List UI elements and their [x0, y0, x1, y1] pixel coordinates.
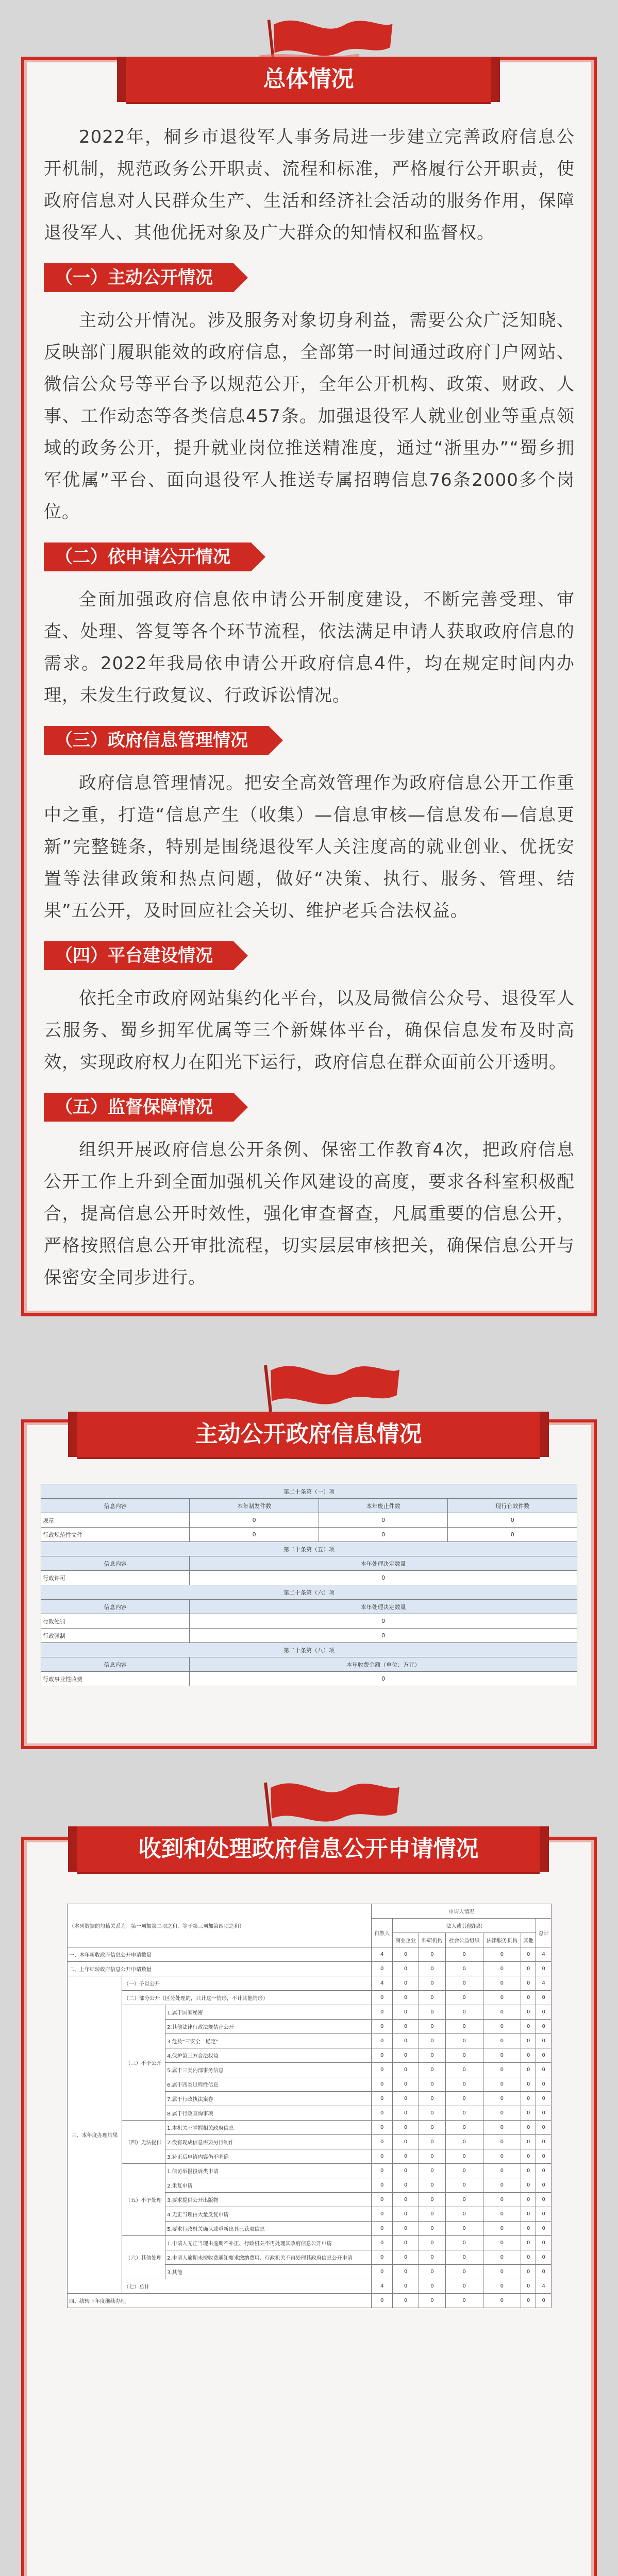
- table-cell: 0: [483, 1976, 521, 1991]
- table-cell: 0: [392, 2193, 419, 2207]
- table-cell: 0: [483, 2121, 521, 2135]
- col-header: 社会公益组织: [445, 1933, 483, 1947]
- table-cell: 0: [372, 2020, 392, 2034]
- table-cell: 0: [483, 2279, 521, 2294]
- table-cell: 0: [483, 2178, 521, 2193]
- overview-intro: 2022年，桐乡市退役军人事务局进一步建立完善政府信息公开机制，规范政务公开职责、流程和标准，严格履行公开职责，使政府信息对人民群众生产、生活和经济社会活动的服务作用，保障退役军人、其他优抚对象及广大群众的知情权和监督权。: [44, 127, 575, 243]
- table-cell: 4: [536, 1947, 552, 1962]
- table-cell: 0: [392, 1962, 419, 1976]
- table-row: [41, 1528, 577, 1542]
- table-cell: 0: [483, 2092, 521, 2106]
- table-cell: 0: [419, 2149, 445, 2164]
- apply-title: [77, 1826, 540, 1872]
- col-header: 本年废止件数: [319, 1499, 448, 1513]
- table-cell: 0: [521, 1962, 536, 1976]
- table-cell: 0: [372, 2265, 392, 2279]
- row-label: 1.信访举报投诉类申请: [165, 2164, 372, 2178]
- table-cell: 0: [445, 2063, 483, 2077]
- table-heading: 第二十条第（五）项: [41, 1542, 577, 1556]
- table-cell: 0: [372, 2178, 392, 2193]
- table-cell: 0: [445, 2121, 483, 2135]
- table-cell: 0: [392, 1976, 419, 1991]
- table-cell: 0: [392, 2250, 419, 2265]
- table-cell: 0: [372, 2250, 392, 2265]
- row-label: （二）部分公开（区分处理的，只计这一情形，不计其他情形）: [122, 1991, 372, 2005]
- table-cell: 行政许可: [41, 1571, 190, 1585]
- col-header: 信息内容: [41, 1600, 190, 1614]
- col-header: 本年制发件数: [190, 1499, 319, 1513]
- table-cell: 4: [372, 1947, 392, 1962]
- table-cell: 0: [319, 1528, 448, 1542]
- table-row: [68, 2121, 552, 2135]
- apply-title-text: 收到和处理政府信息公开申请情况: [138, 1836, 479, 1862]
- overview-title-text: 总体情况: [263, 66, 354, 92]
- table-cell: 0: [392, 1947, 419, 1962]
- table-cell: 0: [445, 2279, 483, 2294]
- table-cell: 0: [419, 2178, 445, 2193]
- table-heading: 第二十条第（一）项: [41, 1484, 577, 1499]
- table-row: [68, 2164, 552, 2178]
- table-cell: 0: [483, 2048, 521, 2063]
- table-cell: 规章: [41, 1513, 190, 1528]
- table-cell: 0: [521, 2063, 536, 2077]
- table-cell: 0: [536, 2207, 552, 2222]
- table-cell: 0: [445, 1991, 483, 2005]
- row-label: 3.补正后申请内容仍不明确: [165, 2149, 372, 2164]
- table-row: [41, 1513, 577, 1528]
- table-cell: 0: [445, 2164, 483, 2178]
- row-label: 2.没有现成信息需要另行制作: [165, 2135, 372, 2149]
- table-cell: 0: [372, 2135, 392, 2149]
- table-cell: 0: [445, 2265, 483, 2279]
- sub-head-supervise: （五）监督保障情况: [44, 1093, 233, 1122]
- row-label: 1.属于国家秘密: [165, 2005, 372, 2020]
- table-cell: 0: [372, 2149, 392, 2164]
- table-row: [68, 1947, 552, 1962]
- table-cell: 0: [392, 2279, 419, 2294]
- active-paragraph: 主动公开情况。涉及服务对象切身利益，需要公众广泛知晓、反映部门履职能效的政府信息，全部第一时间通过政府门户网站、微信公众号等平台予以规范公开，全年公开机构、政策、财政、人事、工作动态等各类信息457条。加强退役军人就业创业等重点领域的政务公开，提升就业岗位推送精准度，通过“浙里办”“蜀乡拥军优属”平台、面向退役军人推送专属招聘信息76条2000多个岗位。: [44, 310, 575, 522]
- table-cell: 0: [392, 2222, 419, 2236]
- table-cell: 0: [521, 2222, 536, 2236]
- table-cell: 0: [190, 1629, 577, 1643]
- table-cell: 0: [392, 2063, 419, 2077]
- table-cell: 0: [483, 2034, 521, 2048]
- table-cell: 0: [419, 2207, 445, 2222]
- table-cell: 0: [392, 2034, 419, 2048]
- manage-paragraph: 政府信息管理情况。把安全高效管理作为政府信息公开工作重中之重，打造“信息产生（收集）—信息审核—信息发布—信息更新”完整链条，特别是围绕退役军人关注度高的就业创业、优抚安置等法律政策和热点问题，做好“决策、执行、服务、管理、结果”五公开，及时回应社会关切、维护老兵合法权益。: [44, 773, 575, 921]
- table-cell: 0: [419, 1962, 445, 1976]
- row-label: （一）予以公开: [122, 1976, 372, 1991]
- group-notproc-header: （五）不予处理: [122, 2164, 165, 2236]
- table-cell: 0: [536, 2178, 552, 2193]
- table-cell: 0: [419, 2236, 445, 2250]
- col-header: 法律服务机构: [483, 1933, 521, 1947]
- table-cell: 0: [483, 2077, 521, 2092]
- table-cell: 0: [521, 2092, 536, 2106]
- table-cell: 0: [419, 2048, 445, 2063]
- table-cell: 0: [445, 2207, 483, 2222]
- sub-head-active: （一）主动公开情况: [44, 263, 233, 292]
- applicant-header: 申请人情况: [372, 1904, 552, 1919]
- table-cell: 0: [372, 2294, 392, 2308]
- table-cell: 行政强制: [41, 1629, 190, 1643]
- group-nopub-header: （三）不予公开: [122, 2005, 165, 2121]
- table-cell: 0: [445, 1976, 483, 1991]
- table-cell: 0: [536, 2222, 552, 2236]
- table-cell: 0: [521, 2020, 536, 2034]
- natural-person-header: 自然人: [372, 1919, 392, 1947]
- table-cell: 0: [448, 1528, 577, 1542]
- table-cell: 0: [483, 2207, 521, 2222]
- table-cell: 0: [419, 2034, 445, 2048]
- table-cell: 0: [483, 1947, 521, 1962]
- table-cell: 0: [445, 2020, 483, 2034]
- table-cell: 0: [536, 2193, 552, 2207]
- table-cell: 0: [392, 2106, 419, 2121]
- table-heading: 第二十条第（六）项: [41, 1585, 577, 1600]
- table-cell: 0: [483, 2236, 521, 2250]
- table-cell: 0: [392, 2294, 419, 2308]
- table-cell: 0: [372, 2193, 392, 2207]
- row-label: 1.申请人无正当理由逾期不补正、行政机关不再处理其政府信息公开申请: [165, 2236, 372, 2250]
- table-cell: 0: [419, 2193, 445, 2207]
- row-label: 6.属于四类过程性信息: [165, 2077, 372, 2092]
- table-cell: 0: [521, 1991, 536, 2005]
- table-cell: 0: [392, 2135, 419, 2149]
- table-cell: 0: [419, 1976, 445, 1991]
- col-header: 信息内容: [41, 1499, 190, 1513]
- table-cell: 0: [521, 2135, 536, 2149]
- table-cell: 0: [419, 2250, 445, 2265]
- table-cell: 0: [536, 2250, 552, 2265]
- col-header: 商业企业: [392, 1933, 419, 1947]
- table-heading: 第二十条第（八）项: [41, 1643, 577, 1657]
- table-cell: 0: [419, 2135, 445, 2149]
- row-label: （七）总计: [122, 2279, 372, 2294]
- table-cell: 0: [419, 2005, 445, 2020]
- table-cell: 0: [536, 2005, 552, 2020]
- table-cell: 4: [536, 1976, 552, 1991]
- table-cell: 0: [419, 2294, 445, 2308]
- table-row: [68, 2005, 552, 2020]
- table-cell: 0: [521, 2149, 536, 2164]
- table-cell: 0: [483, 2063, 521, 2077]
- table-cell: 0: [483, 2250, 521, 2265]
- table-cell: 0: [372, 2034, 392, 2048]
- table-cell: 0: [536, 2034, 552, 2048]
- table-row: [68, 2294, 552, 2308]
- table-cell: 0: [319, 1513, 448, 1528]
- row-label: 二、上年结转政府信息公开申请数量: [68, 1962, 372, 1976]
- group-other-header: （六）其他处理: [122, 2236, 165, 2279]
- table-cell: 4: [536, 2279, 552, 2294]
- row-label: 8.属于行政查询事项: [165, 2106, 372, 2121]
- table-cell: 0: [372, 2236, 392, 2250]
- row-label: 一、本年新收政府信息公开申请数量: [68, 1947, 372, 1962]
- table-cell: 0: [448, 1513, 577, 1528]
- table-cell: 0: [419, 2063, 445, 2077]
- group-cannot-header: （四）无法提供: [122, 2121, 165, 2164]
- col-header: 本年收费金额（单位：万元）: [190, 1657, 577, 1672]
- table-cell: 0: [536, 2048, 552, 2063]
- col-header: 科研机构: [419, 1933, 445, 1947]
- overview-title: [126, 57, 491, 102]
- table-cell: 0: [521, 2265, 536, 2279]
- row-label: 3.其他: [165, 2265, 372, 2279]
- table-cell: 0: [392, 1991, 419, 2005]
- row-label: 4.无正当理由大量反复申请: [165, 2207, 372, 2222]
- table-cell: 0: [536, 2149, 552, 2164]
- table-row: [41, 1571, 577, 1585]
- active-title-text: 主动公开政府信息情况: [195, 1421, 422, 1447]
- table-cell: 0: [190, 1571, 577, 1585]
- table-cell: 0: [521, 1947, 536, 1962]
- table-cell: 0: [392, 2048, 419, 2063]
- table-cell: 0: [483, 2020, 521, 2034]
- table-cell: 4: [372, 1976, 392, 1991]
- apply-paragraph: 全面加强政府信息依申请公开制度建设，不断完善受理、审查、处理、答复等各个环节流程，依法满足申请人获取政府信息的需求。2022年我局依申请公开政府信息4件，均在规定时间内办理，未发生行政复议、行政诉讼情况。: [44, 589, 575, 706]
- table-cell: 0: [483, 2005, 521, 2020]
- table-row: [41, 1629, 577, 1643]
- table-cell: 0: [372, 2207, 392, 2222]
- total-header: 总计: [536, 1919, 552, 1947]
- row-label: 2.重复申请: [165, 2178, 372, 2193]
- table-cell: 0: [521, 2178, 536, 2193]
- table-cell: 0: [190, 1528, 319, 1542]
- table-cell: 0: [483, 2193, 521, 2207]
- table-cell: 0: [536, 2164, 552, 2178]
- table-cell: 0: [392, 2207, 419, 2222]
- row-label: 7.属于行政执法案卷: [165, 2092, 372, 2106]
- table-cell: 0: [392, 2178, 419, 2193]
- col-header: 本年处理决定数量: [190, 1556, 577, 1571]
- table-cell: 0: [536, 2092, 552, 2106]
- row-label: 1.本机关不掌握相关政府信息: [165, 2121, 372, 2135]
- table-row: [68, 1991, 552, 2005]
- table-cell: 0: [521, 2250, 536, 2265]
- table-cell: 0: [445, 2178, 483, 2193]
- table-cell: 0: [521, 2236, 536, 2250]
- table-cell: 0: [419, 2265, 445, 2279]
- table-cell: 0: [372, 1991, 392, 2005]
- overview-content: [44, 121, 575, 1294]
- table-cell: 0: [419, 2077, 445, 2092]
- table-cell: 0: [521, 2279, 536, 2294]
- active-table: [41, 1484, 577, 1686]
- table-cell: 0: [445, 2135, 483, 2149]
- row-label: 2.申请人逾期未按收费通知要求缴纳费用、行政机关不再处理其政府信息公开申请: [165, 2250, 372, 2265]
- table-cell: 0: [536, 1991, 552, 2005]
- table-corner-note: （本列数据的勾稽关系为：第一项加第二项之和，等于第三项加第四项之和）: [68, 1904, 372, 1947]
- table-cell: 0: [521, 2294, 536, 2308]
- table-cell: 0: [372, 2063, 392, 2077]
- table-cell: 0: [483, 2106, 521, 2121]
- table-cell: 0: [521, 2048, 536, 2063]
- table-cell: 0: [445, 1962, 483, 1976]
- table-cell: 0: [372, 2048, 392, 2063]
- table-cell: 0: [419, 2092, 445, 2106]
- table-cell: 0: [419, 2106, 445, 2121]
- sub-head-apply: （二）依申请公开情况: [44, 543, 251, 571]
- table-cell: 0: [536, 2121, 552, 2135]
- table-cell: 0: [419, 2222, 445, 2236]
- table-cell: 0: [536, 2106, 552, 2121]
- table-cell: 0: [372, 2106, 392, 2121]
- col-header: 其他: [521, 1933, 536, 1947]
- table-cell: 0: [521, 2121, 536, 2135]
- col-header: 信息内容: [41, 1556, 190, 1571]
- table-cell: 0: [392, 2265, 419, 2279]
- table-cell: 0: [392, 2164, 419, 2178]
- table-cell: 0: [445, 2149, 483, 2164]
- table-cell: 0: [419, 2164, 445, 2178]
- table-cell: 0: [190, 1513, 319, 1528]
- group-result-header: 三、本年度办理结果: [68, 1976, 122, 2294]
- col-header: 现行有效件数: [448, 1499, 577, 1513]
- row-label: 5.要求行政机关确认或重新出具已获取信息: [165, 2222, 372, 2236]
- table-cell: 0: [392, 2005, 419, 2020]
- table-cell: 0: [372, 2222, 392, 2236]
- table-cell: 0: [521, 2077, 536, 2092]
- table-cell: 0: [372, 2164, 392, 2178]
- table-cell: 0: [521, 2207, 536, 2222]
- table-cell: 0: [536, 2236, 552, 2250]
- table-cell: 0: [521, 2034, 536, 2048]
- table-cell: 0: [445, 2193, 483, 2207]
- table-cell: 0: [445, 2048, 483, 2063]
- platform-paragraph: 依托全市政府网站集约化平台，以及局微信公众号、退役军人云服务、蜀乡拥军优属等三个新媒体平台，确保信息发布及时高效，实现政府权力在阳光下运行，政府信息在群众面前公开透明。: [44, 988, 575, 1073]
- table-cell: 0: [419, 1947, 445, 1962]
- col-header: 信息内容: [41, 1657, 190, 1672]
- table-cell: 0: [445, 2222, 483, 2236]
- table-row: [68, 2279, 552, 2294]
- table-cell: 0: [483, 1991, 521, 2005]
- row-label: 四、结转下年度继续办理: [68, 2294, 372, 2308]
- table-cell: 0: [445, 2250, 483, 2265]
- sub-head-manage: （三）政府信息管理情况: [44, 726, 269, 755]
- row-label: 4.保护第三方合法权益: [165, 2048, 372, 2063]
- table-cell: 0: [445, 2236, 483, 2250]
- active-title: [77, 1412, 540, 1457]
- table-cell: 0: [536, 2135, 552, 2149]
- table-cell: 0: [536, 2265, 552, 2279]
- table-cell: 0: [419, 1991, 445, 2005]
- legal-person-header: 法人或其他组织: [392, 1919, 536, 1933]
- table-cell: 0: [190, 1672, 577, 1686]
- table-cell: 0: [419, 2121, 445, 2135]
- table-cell: 0: [445, 1947, 483, 1962]
- table-cell: 0: [536, 1962, 552, 1976]
- table-cell: 0: [372, 2092, 392, 2106]
- table-row: [68, 1962, 552, 1976]
- table-row: [68, 2236, 552, 2250]
- table-cell: 0: [521, 2106, 536, 2121]
- table-cell: 4: [372, 2279, 392, 2294]
- row-label: 3.要求提供公开出版物: [165, 2193, 372, 2207]
- table-cell: 0: [419, 2279, 445, 2294]
- table-row: [41, 1614, 577, 1629]
- table-cell: 0: [521, 1976, 536, 1991]
- table-cell: 行政处罚: [41, 1614, 190, 1629]
- table-cell: 0: [392, 2020, 419, 2034]
- table-cell: 0: [445, 2077, 483, 2092]
- table-cell: 0: [392, 2149, 419, 2164]
- table-cell: 0: [372, 2005, 392, 2020]
- col-header: 本年处理决定数量: [190, 1600, 577, 1614]
- sub-head-platform: （四）平台建设情况: [44, 941, 233, 970]
- row-label: 5.属于三类内部事务信息: [165, 2063, 372, 2077]
- table-cell: 0: [419, 2020, 445, 2034]
- table-cell: 0: [392, 2236, 419, 2250]
- table-cell: 0: [445, 2294, 483, 2308]
- table-cell: 0: [483, 2222, 521, 2236]
- table-cell: 0: [483, 2164, 521, 2178]
- table-cell: 0: [536, 2020, 552, 2034]
- table-cell: 0: [445, 2034, 483, 2048]
- table-cell: 0: [521, 2005, 536, 2020]
- table-cell: 0: [521, 2193, 536, 2207]
- table-cell: 0: [372, 1962, 392, 1976]
- table-cell: 0: [392, 2121, 419, 2135]
- table-cell: 0: [445, 2092, 483, 2106]
- table-row: [68, 1976, 552, 1991]
- apply-table: [67, 1904, 552, 2308]
- table-cell: 0: [483, 2135, 521, 2149]
- table-cell: 行政事业性收费: [41, 1672, 190, 1686]
- table-cell: 0: [536, 2294, 552, 2308]
- table-cell: 0: [483, 2149, 521, 2164]
- supervise-paragraph: 组织开展政府信息公开条例、保密工作教育4次，把政府信息公开工作上升到全面加强机关作风建设的高度，要求各科室积极配合，提高信息公开时效性，强化审查督查，凡属重要的信息公开，严格按照信息公开审批流程，切实层层审核把关，确保信息公开与保密安全同步进行。: [44, 1140, 575, 1288]
- table-cell: 0: [372, 2121, 392, 2135]
- table-row: [41, 1672, 577, 1686]
- table-cell: 0: [536, 2077, 552, 2092]
- table-cell: 0: [372, 2077, 392, 2092]
- table-cell: 0: [392, 2077, 419, 2092]
- table-cell: 0: [392, 2092, 419, 2106]
- table-cell: 0: [445, 2106, 483, 2121]
- table-cell: 0: [483, 1962, 521, 1976]
- table-cell: 0: [445, 2005, 483, 2020]
- row-label: 3.危及“三安全一稳定”: [165, 2034, 372, 2048]
- table-cell: 行政规范性文件: [41, 1528, 190, 1542]
- table-cell: 0: [521, 2164, 536, 2178]
- row-label: 2.其他法律行政法规禁止公开: [165, 2020, 372, 2034]
- table-cell: 0: [483, 2265, 521, 2279]
- table-cell: 0: [190, 1614, 577, 1629]
- table-cell: 0: [483, 2294, 521, 2308]
- table-cell: 0: [536, 2063, 552, 2077]
